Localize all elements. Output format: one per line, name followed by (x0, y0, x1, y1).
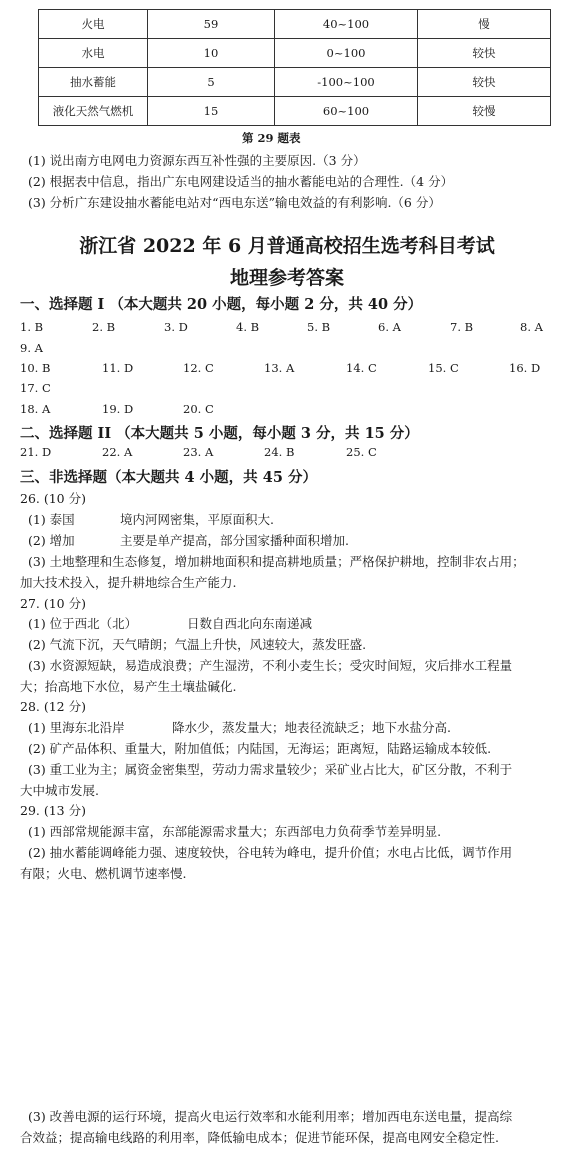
section3-heading: 三、非选择题（本大题共 4 小题，共 45 分） (20, 469, 317, 486)
answer-item: 19. D (102, 402, 134, 416)
q26-a2-key: (2) 增加 (28, 533, 75, 548)
answer-item: 21. D (20, 445, 52, 459)
answer-item: 13. A (264, 361, 295, 375)
answer-item: 10. B (20, 361, 51, 375)
q26-a3-line2: 加大技术投入，提升耕地综合生产能力. (20, 575, 237, 590)
answer-item: 2. B (92, 320, 116, 334)
q27-a1-detail: 日数自西北向东南递减 (187, 616, 313, 631)
answer-item: 6. A (378, 320, 401, 334)
table-caption: 第 29 题表 (242, 131, 301, 145)
q28-a1-detail: 降水少，蒸发量大；地表径流缺乏；地下水盐分高. (172, 720, 451, 735)
table-cell: 15 (148, 97, 275, 126)
q29-a1: (1) 西部常规能源丰富，东部能源需求量大；东西部电力负荷季节差异明显. (28, 824, 442, 839)
answer-item: 22. A (102, 445, 133, 459)
q26-a2-detail: 主要是单产提高，部分国家播种面积增加. (120, 533, 349, 548)
table-cell: 火电 (39, 10, 148, 39)
section2-heading: 二、选择题 II （本大题共 5 小题，每小题 3 分，共 15 分） (20, 425, 419, 442)
answer-title: 浙江省 2022 年 6 月普通高校招生选考科目考试 (79, 235, 495, 257)
q27-a3-line1: (3) 水资源短缺，易造成浪费；产生湿涝，不利小麦生长；受灾时间短，灾后排水工程量 (28, 658, 513, 673)
q29-label: 29. (13 分) (20, 803, 86, 818)
table-cell: 10 (148, 39, 275, 68)
table-cell: 40~100 (275, 10, 418, 39)
table-cell: 5 (148, 68, 275, 97)
table-cell: 较快 (418, 68, 551, 97)
q27-a3-line2: 大；抬高地下水位，易产生土壤盐碱化. (20, 679, 237, 694)
q28-a1-key: (1) 里海东北沿岸 (28, 720, 125, 735)
table-cell: 0~100 (275, 39, 418, 68)
q28-a2: (2) 矿产品体积、重量大，附加值低；内陆国，无海运；距离短，陆路运输成本较低. (28, 741, 492, 756)
table-cell: 59 (148, 10, 275, 39)
q29-a3-line2: 合效益；提高输电线路的利用率，降低输电成本；促进节能环保，提高电网安全稳定性. (20, 1130, 499, 1145)
q28-a3-line1: (3) 重工业为主；属资金密集型，劳动力需求量较少；采矿业占比大，矿区分散，不利于 (28, 762, 513, 777)
question-2: (2) 根据表中信息，指出广东电网建设适当的抽水蓄能电站的合理性.（4 分） (28, 174, 454, 189)
answer-item: 11. D (102, 361, 134, 375)
answer-item: 18. A (20, 402, 51, 416)
answer-item: 1. B (20, 320, 44, 334)
answer-item: 24. B (264, 445, 295, 459)
answer-item: 16. D (509, 361, 541, 375)
answer-item: 4. B (236, 320, 260, 334)
table-29 (38, 9, 551, 126)
q27-label: 27. (10 分) (20, 596, 86, 611)
question-1: (1) 说出南方电网电力资源东西互补性强的主要原因.（3 分） (28, 153, 366, 168)
q29-a3-line1: (3) 改善电源的运行环境，提高火电运行效率和水能利用率；增加西电东送电量，提高综 (28, 1109, 513, 1124)
answer-item: 8. A (520, 320, 543, 334)
answer-item: 23. A (183, 445, 214, 459)
table-cell: 液化天然气燃机 (39, 97, 148, 126)
answer-item: 25. C (346, 445, 377, 459)
q26-label: 26. (10 分) (20, 491, 86, 506)
answer-item: 12. C (183, 361, 214, 375)
answer-subtitle: 地理参考答案 (229, 267, 344, 289)
answer-item: 20. C (183, 402, 214, 416)
table-cell: 慢 (418, 10, 551, 39)
table-cell: 较快 (418, 39, 551, 68)
q26-a1-detail: 境内河网密集，平原面积大. (120, 512, 274, 527)
table-row (39, 39, 551, 68)
q27-a1-key: (1) 位于西北（北） (28, 616, 138, 631)
table-row (39, 10, 551, 39)
table-row (39, 68, 551, 97)
table-cell: 60~100 (275, 97, 418, 126)
q26-a3-line1: (3) 土地整理和生态修复，增加耕地面积和提高耕地质量；严格保护耕地，控制非农占用； (28, 554, 525, 569)
question-3: (3) 分析广东建设抽水蓄能电站对“西电东送”输电效益的有利影响.（6 分） (28, 195, 441, 210)
answer-17: 17. C (20, 381, 51, 395)
table-cell: -100~100 (275, 68, 418, 97)
answer-item: 3. D (164, 320, 188, 334)
table-row (39, 97, 551, 126)
section1-heading: 一、选择题 I （本大题共 20 小题，每小题 2 分，共 40 分） (20, 296, 423, 313)
table-cell: 水电 (39, 39, 148, 68)
q28-label: 28. (12 分) (20, 699, 86, 714)
answer-item: 7. B (450, 320, 474, 334)
q26-a1-key: (1) 泰国 (28, 512, 75, 527)
q29-a2-line2: 有限；火电、燃机调节速率慢. (20, 866, 187, 881)
q27-a2: (2) 气流下沉，天气晴朗；气温上升快，风速较大，蒸发旺盛. (28, 637, 367, 652)
answer-item: 14. C (346, 361, 377, 375)
answer-9: 9. A (20, 341, 43, 355)
q29-a2-line1: (2) 抽水蓄能调峰能力强、速度较快，谷电转为峰电，提升价值；水电占比低，调节作用 (28, 845, 513, 860)
answer-item: 5. B (307, 320, 331, 334)
answer-item: 15. C (428, 361, 459, 375)
q28-a3-line2: 大中城市发展. (20, 783, 99, 798)
table-cell: 较慢 (418, 97, 551, 126)
table-cell: 抽水蓄能 (39, 68, 148, 97)
